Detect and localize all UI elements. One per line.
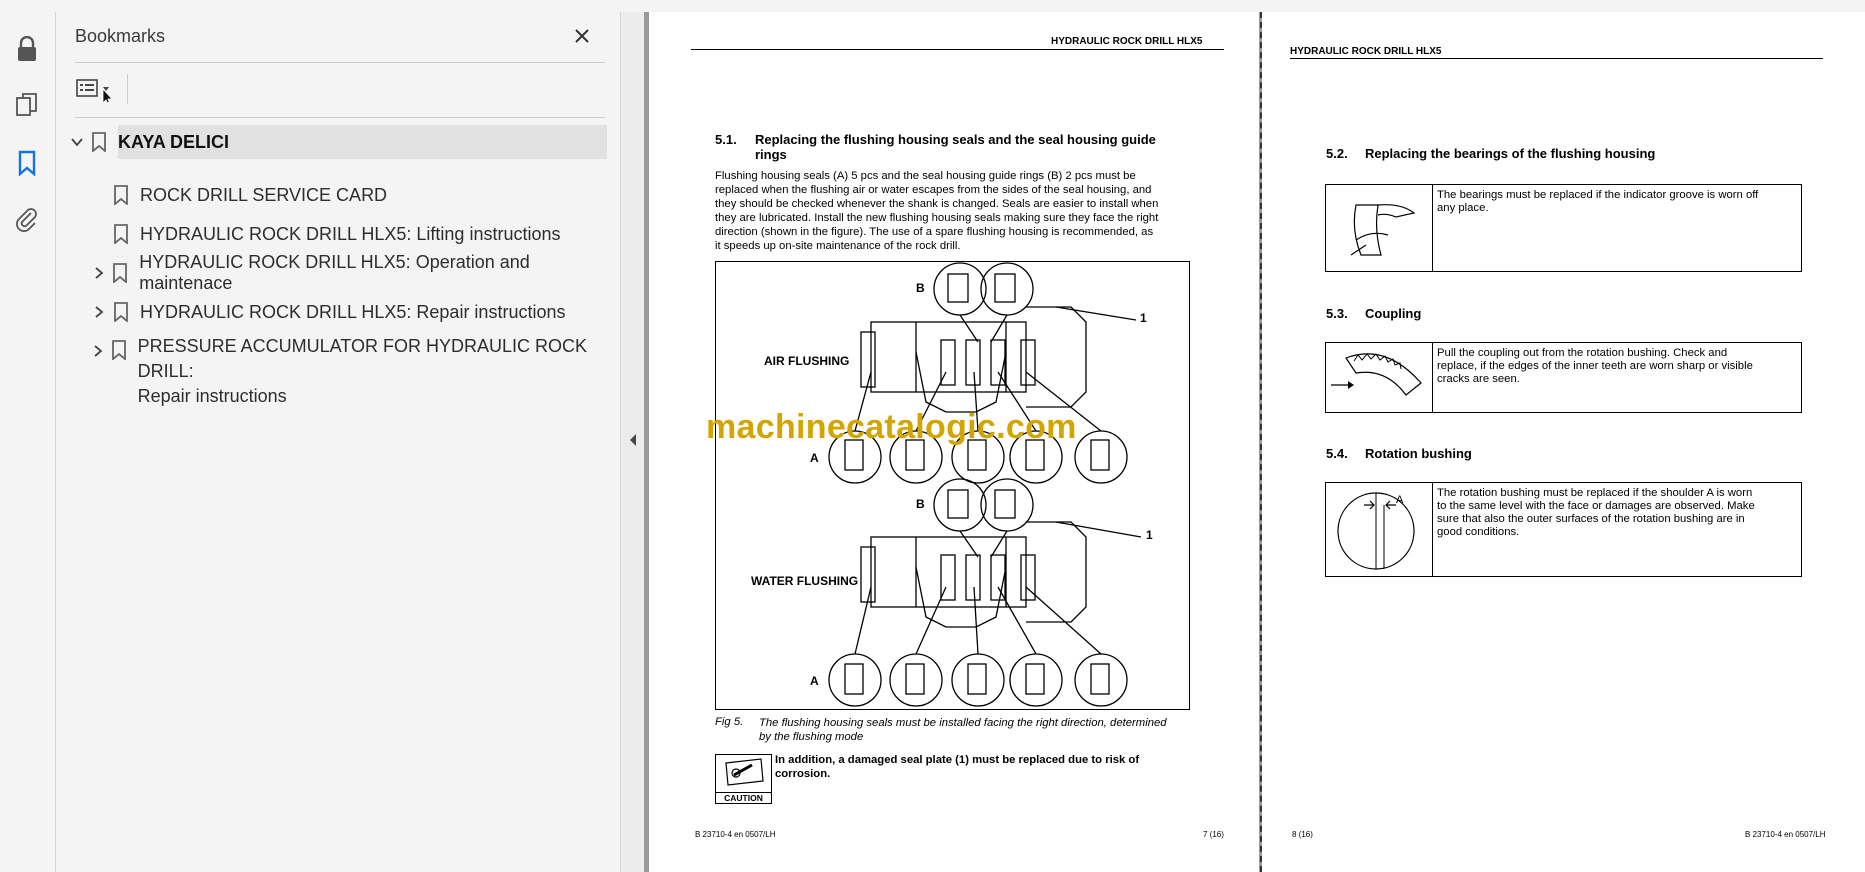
chevron-right-icon[interactable] (88, 262, 110, 284)
section-title: Replacing the flushing housing seals and the seal housing guide rings (755, 132, 1156, 162)
bookmark-label: PRESSURE ACCUMULATOR FOR HYDRAULIC ROCK DRILL: Repair instructions (137, 336, 587, 406)
chevron-right-icon[interactable] (88, 340, 109, 362)
caution-symbol (715, 754, 772, 804)
bushing-text: The rotation bushing must be replaced if the shoulder A is worn to the same level with the face or damages are observed. Make sure that also the outer surfaces of the rotation bushing are in good conditions. (1437, 487, 1755, 538)
figure-label-water: WATER FLUSHING (751, 574, 859, 588)
divider (75, 62, 605, 63)
bookmark-item-operation[interactable] (88, 252, 620, 293)
figure-number: Fig 5. (715, 716, 744, 728)
bushing-drawing (1326, 483, 1433, 576)
bookmark-label: HYDRAULIC ROCK DRILL HLX5: Repair instructions (140, 301, 566, 322)
figure-5 (715, 261, 1190, 710)
paperclip-icon[interactable] (12, 204, 42, 234)
running-head: HYDRAULIC ROCK DRILL HLX5 (1051, 36, 1203, 47)
caution-text: In addition, a damaged seal plate (1) must be replaced due to risk of corrosion. (775, 754, 1140, 780)
chevron-down-icon[interactable] (66, 131, 88, 153)
coupling-text: Pull the coupling out from the rotation bushing. Check and replace, if the edges of the inner teeth are worn sharp or visible cracks are seen. (1437, 347, 1753, 385)
coupling-box (1325, 342, 1802, 413)
options-icon[interactable] (75, 74, 119, 104)
head-rule (1290, 58, 1823, 59)
head-rule (691, 49, 1224, 50)
bookmark-icon (110, 261, 132, 285)
page-footer-right: B 23710-4 en 0507/LH (1745, 830, 1826, 839)
bookmark-item-lifting[interactable] (110, 217, 560, 251)
bookmark-icon[interactable] (12, 148, 42, 178)
bookmark-label: KAYA DELICI (118, 125, 607, 159)
section-number: 5.4. (1326, 446, 1348, 461)
chevron-right-icon[interactable] (88, 301, 110, 323)
figure-label-b: B (916, 497, 925, 511)
bookmark-item-accumulator[interactable] (88, 334, 620, 406)
close-icon[interactable] (570, 24, 594, 48)
figure-label-a: A (810, 451, 819, 465)
section-number: 5.2. (1326, 146, 1348, 161)
bookmark-icon (110, 183, 132, 207)
figure-label-1: 1 (1140, 311, 1147, 325)
bookmark-label: HYDRAULIC ROCK DRILL HLX5: Lifting instructions (140, 223, 561, 244)
pages-icon[interactable] (12, 90, 42, 120)
panel-collapse-handle[interactable] (620, 12, 645, 872)
divider (75, 117, 605, 118)
bookmarks-panel (56, 12, 620, 872)
figure-label-air: AIR FLUSHING (764, 354, 850, 368)
bookmark-item-service-card[interactable] (110, 178, 387, 212)
section-title: Coupling (1365, 306, 1422, 321)
section-title: Replacing the bearings of the flushing housing (1365, 146, 1656, 161)
pdf-page-8 (1262, 12, 1865, 872)
bearing-drawing (1326, 185, 1433, 271)
section-title: Rotation bushing (1365, 446, 1472, 461)
bookmark-item-kaya-delici[interactable] (66, 125, 613, 159)
section-number: 5.3. (1326, 306, 1348, 321)
figure-label-1: 1 (1146, 528, 1153, 542)
toolbar-separator (127, 74, 128, 104)
bookmark-icon (109, 338, 130, 362)
bookmark-icon (110, 300, 132, 324)
section-number: 5.1. (715, 132, 737, 147)
bushing-label-a: A (1396, 494, 1404, 506)
paragraph: Flushing housing seals (A) 5 pcs and the seal housing guide rings (B) 2 pcs must be replaced when the flushing air or water escapes from the sides of the seal housing, and they should be checked whenever the shank is changed. Seals are easier to install when they are lubricated. Install the new flushing housing seals making sure they face the right direction (shown in the figure). The use of a spare flushing housing is recommended, as it speeds up on-site maintenance of the rock drill. (715, 170, 1159, 252)
bearing-text: The bearings must be replaced if the indicator groove is worn off any place. (1437, 189, 1759, 214)
panel-title: Bookmarks (75, 26, 166, 46)
bookmark-icon (88, 130, 110, 154)
watermark: machinecatalogic.com (706, 408, 1077, 446)
rotation-bushing-box (1325, 482, 1802, 577)
coupling-drawing (1326, 343, 1433, 412)
running-head: HYDRAULIC ROCK DRILL HLX5 (1290, 46, 1442, 57)
tool-rail (0, 12, 56, 872)
figure-label-b: B (916, 281, 925, 295)
flushing-housing-drawing (716, 262, 1189, 709)
bearing-box (1325, 184, 1802, 272)
caution-label: CAUTION (716, 792, 771, 803)
lock-icon[interactable] (12, 34, 42, 64)
page-footer-right: 7 (16) (1203, 830, 1224, 839)
page-footer-left: 8 (16) (1292, 830, 1313, 839)
collapse-arrow-icon[interactable] (628, 433, 638, 452)
page-footer-left: B 23710-4 en 0507/LH (695, 830, 776, 839)
bookmark-item-repair[interactable] (88, 295, 565, 329)
bookmark-icon (110, 222, 132, 246)
bookmark-label: HYDRAULIC ROCK DRILL HLX5: Operation and maintenace (139, 252, 530, 293)
figure-caption: The flushing housing seals must be installed facing the right direction, determined by the flushing mode (759, 717, 1167, 743)
bookmark-label: ROCK DRILL SERVICE CARD (140, 184, 388, 205)
figure-label-a: A (810, 674, 819, 688)
